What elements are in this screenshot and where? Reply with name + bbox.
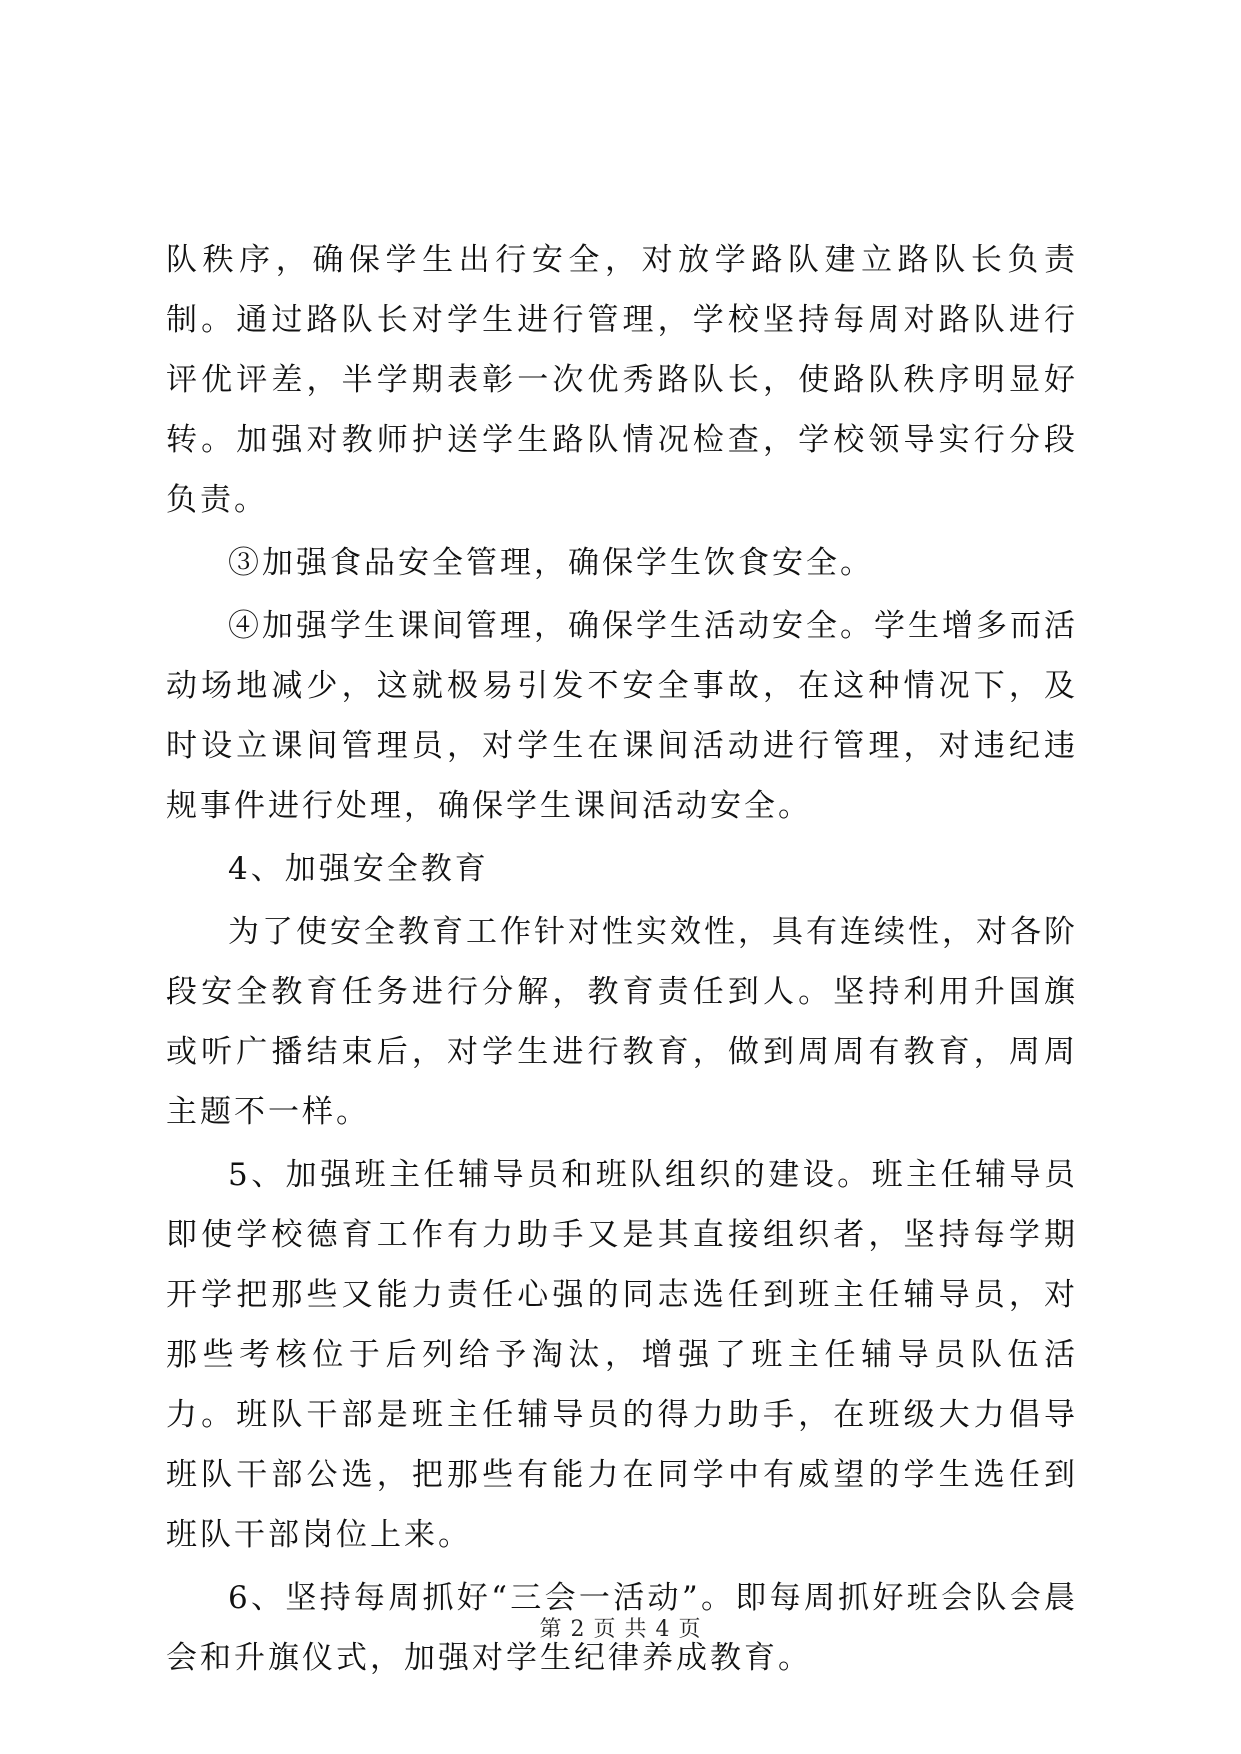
section-heading-4: 4、加强安全教育: [228, 851, 489, 887]
paragraph-5: 为了使安全教育工作针对性实效性，具有连续性，对各阶段安全教育任务进行分解，教育责任到人。坚持利用升国旗或听广播结束后，对学生进行教育，做到周周有教育，周周主题不一样。: [166, 914, 1078, 1130]
document-body: [166, 230, 1078, 1691]
paragraph-6: 5、加强班主任辅导员和班队组织的建设。班主任辅导员即使学校德育工作有力助手又是其直接组织者，坚持每学期开学把那些又能力责任心强的同志选任到班主任辅导员，对那些考核位于后列给予淘汰，增强了班主任辅导员队伍活力。班队干部是班主任辅导员的得力助手，在班级大力倡导班队干部公选，把那些有能力在同学中有威望的学生选任到班队干部岗位上来。: [166, 1157, 1078, 1553]
paragraph-3: ④加强学生课间管理，确保学生活动安全。学生增多而活动场地减少，这就极易引发不安全事故，在这种情况下，及时设立课间管理员，对学生在课间活动进行管理，对违纪违规事件进行处理，确保学生课间活动安全。: [166, 608, 1078, 824]
paragraph-2: ③加强食品安全管理，确保学生饮食安全。: [228, 545, 874, 581]
paragraph-1: 队秩序，确保学生出行安全，对放学路队建立路队长负责制。通过路队长对学生进行管理，学校坚持每周对路队进行评优评差，半学期表彰一次优秀路队长，使路队秩序明显好转。加强对教师护送学生路队情况检查，学校领导实行分段负责。: [166, 242, 1078, 518]
paragraph-7: 6、坚持每周抓好“三会一活动”。即每周抓好班会队会晨会和升旗仪式，加强对学生纪律养成教育。: [166, 1580, 1078, 1676]
page-number-footer: 第 2 页 共 4 页: [539, 1617, 702, 1642]
